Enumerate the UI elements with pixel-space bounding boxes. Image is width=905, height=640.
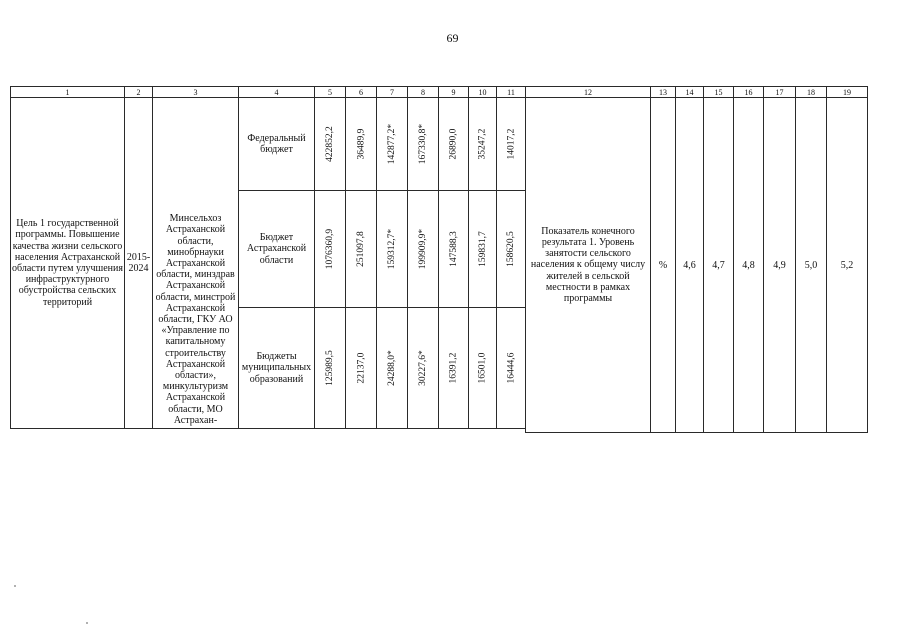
scan-speck <box>14 585 16 587</box>
budget-value: 16501,0 <box>477 352 488 384</box>
column-header: 15 <box>703 86 734 98</box>
budget-value-cell <box>468 307 497 429</box>
budget-source-cell: Федеральный бюджет <box>238 97 315 191</box>
column-header: 8 <box>407 86 439 98</box>
target-value-cell: 4,9 <box>763 97 796 433</box>
budget-value: 22137,0 <box>356 352 366 384</box>
column-header: 19 <box>826 86 868 98</box>
budget-value: 16444,6 <box>506 352 516 384</box>
column-header: 9 <box>438 86 469 98</box>
column-header: 12 <box>525 86 651 98</box>
indicator-cell: Показатель конечного результата 1. Уровень занятости сельского населения к общему числу жителей в сельской местности в рамках программы <box>525 97 651 433</box>
budget-value-cell <box>468 190 497 308</box>
budget-value-cell <box>314 97 346 191</box>
column-header: 14 <box>675 86 704 98</box>
column-header: 2 <box>124 86 153 98</box>
budget-value: 16391,2 <box>448 352 459 384</box>
budget-value-cell <box>345 307 377 429</box>
scan-speck <box>86 622 88 624</box>
column-header: 18 <box>795 86 827 98</box>
budget-value: 35247,2 <box>477 128 488 160</box>
budget-value: 36489,9 <box>356 128 366 160</box>
column-header: 6 <box>345 86 377 98</box>
budget-value: 147588,3 <box>448 231 459 267</box>
budget-value: 199909,9* <box>418 228 428 270</box>
budget-value-cell <box>345 190 377 308</box>
executors-cell: Минсельхоз Астраханской области, минобрнауки Астраханской области, минздрав Астраханской области, минстрой Астраханской области, ГКУ АО «Управление по капитальному строительству Астраханской области», минкультуризм Астраханской области, МО Астрахан- <box>152 97 239 429</box>
goal-cell: Цель 1 государственной программы. Повышение качества жизни сельского населения Астраханской области путем улучшения инфраструктурного обустройства сельских территорий <box>10 97 125 429</box>
column-header: 11 <box>496 86 526 98</box>
column-header: 7 <box>376 86 408 98</box>
budget-value-cell <box>496 307 526 429</box>
budget-value: 125989,5 <box>325 350 335 386</box>
budget-value: 167330,8* <box>418 123 428 165</box>
column-header: 13 <box>650 86 676 98</box>
target-value-cell: 5,0 <box>795 97 827 433</box>
budget-value-cell <box>345 97 377 191</box>
column-header: 5 <box>314 86 346 98</box>
budget-value: 26890,0 <box>448 128 459 160</box>
budget-value: 14017,2 <box>506 128 516 160</box>
budget-value: 251097,8 <box>356 231 366 267</box>
column-header: 4 <box>238 86 315 98</box>
target-value-cell: 4,8 <box>733 97 764 433</box>
budget-value-cell <box>438 97 469 191</box>
budget-value-cell <box>314 190 346 308</box>
budget-source-cell: Бюджет Астраханской области <box>238 190 315 308</box>
column-header: 3 <box>152 86 239 98</box>
budget-value-cell <box>468 97 497 191</box>
budget-value-cell <box>376 190 408 308</box>
target-value-cell: 4,6 <box>675 97 704 433</box>
budget-value-cell <box>407 97 439 191</box>
unit-cell: % <box>650 97 676 433</box>
budget-value-cell <box>496 97 526 191</box>
budget-value-cell <box>376 307 408 429</box>
budget-value-cell <box>438 307 469 429</box>
column-header: 16 <box>733 86 764 98</box>
budget-value: 1076360,9 <box>325 228 335 270</box>
page-number: 69 <box>446 31 459 45</box>
budget-value-cell <box>407 307 439 429</box>
budget-value: 159312,7* <box>387 228 397 270</box>
budget-value-cell <box>407 190 439 308</box>
budget-value: 422852,2 <box>325 126 335 162</box>
budget-value: 30227,6* <box>418 350 428 386</box>
budget-source-cell: Бюджеты муниципальных образований <box>238 307 315 429</box>
target-value-cell: 5,2 <box>826 97 868 433</box>
budget-value-cell <box>438 190 469 308</box>
budget-value-cell <box>376 97 408 191</box>
target-value-cell: 4,7 <box>703 97 734 433</box>
budget-value: 158620,5 <box>506 231 516 267</box>
budget-value-cell <box>496 190 526 308</box>
budget-value: 159831,7 <box>477 231 488 267</box>
budget-value: 142877,2* <box>387 123 397 165</box>
column-header: 10 <box>468 86 497 98</box>
column-header: 1 <box>10 86 125 98</box>
budget-value: 24288,0* <box>387 350 397 386</box>
column-header: 17 <box>763 86 796 98</box>
period-cell: 2015-2024 <box>124 97 153 429</box>
budget-value-cell <box>314 307 346 429</box>
